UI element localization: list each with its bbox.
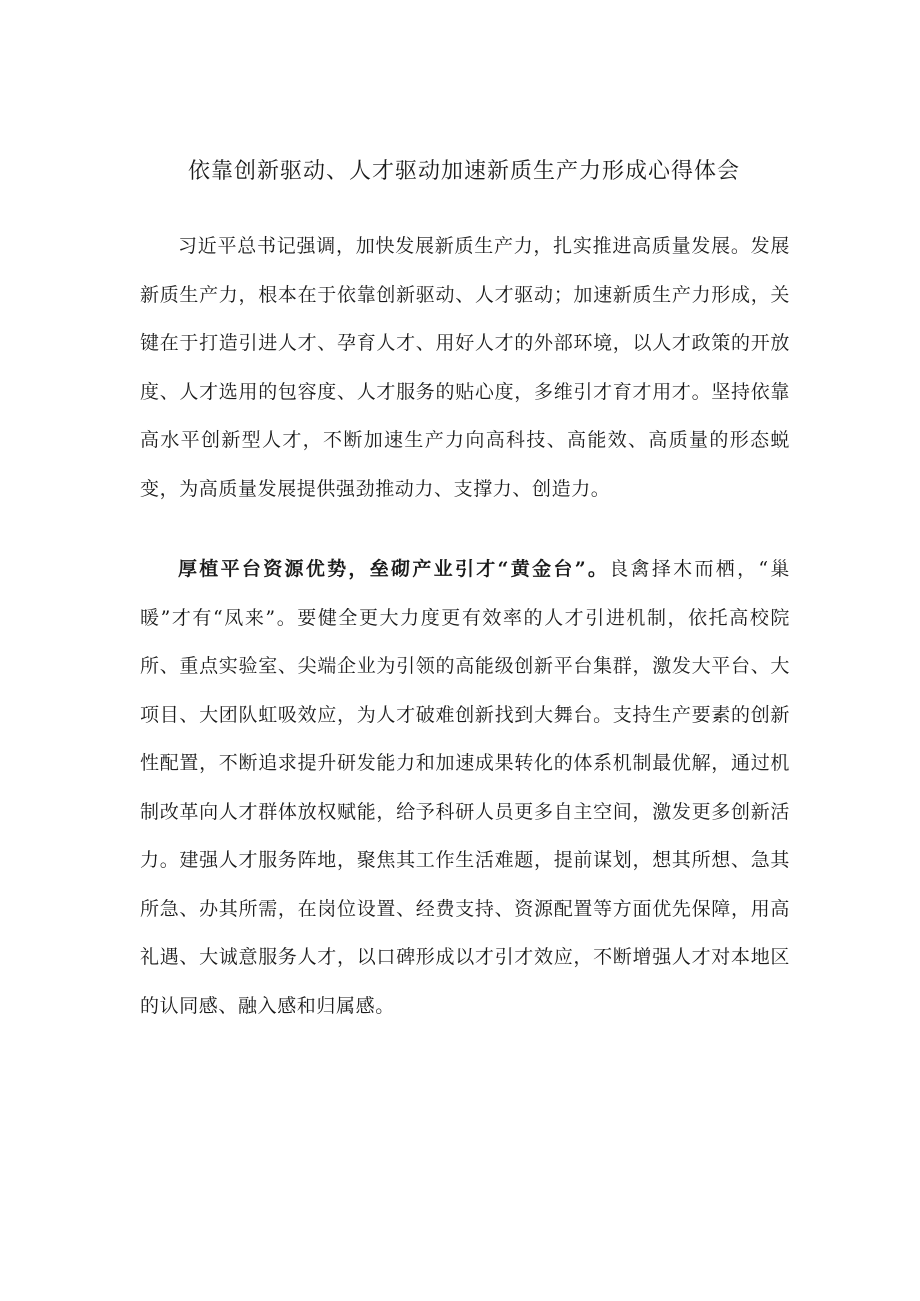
paragraph-platform-body: 良禽择木而栖，“巢暖”才有“凤来”。要健全更大力度更有效率的人才引进机制，依托高校院所、重点实验室、尖端企业为引领的高能级创新平台集群，激发大平台、大项目、大团队虹吸效应，为人才破难创新找到大舞台。支持生产要素的创新性配置，不断追求提升研发能力和加速成果转化的体系机制最优解，通过机制改革向人才群体放权赋能，给予科研人员更多自主空间，激发更多创新活力。建强人才服务阵地，聚焦其工作生活难题，提前谋划，想其所想、急其所急、办其所需，在岗位设置、经费支持、资源配置等方面优先保障，用高礼遇、大诚意服务人才，以口碑形成以才引才效应，不断增强人才对本地区的认同感、融入感和归属感。 bbox=[140, 558, 790, 1017]
paragraph-platform bbox=[140, 545, 790, 1030]
paragraph-intro bbox=[140, 222, 790, 513]
paragraph-intro-body: 习近平总书记强调，加快发展新质生产力，扎实推进高质量发展。发展新质生产力，根本在于依靠创新驱动、人才驱动；加速新质生产力形成，关键在于打造引进人才、孕育人才、用好人才的外部环境，以人才政策的开放度、人才选用的包容度、人才服务的贴心度，多维引才育才用才。坚持依靠高水平创新型人才，不断加速生产力向高科技、高能效、高质量的形态蜕变，为高质量发展提供强劲推动力、支撑力、创造力。 bbox=[140, 235, 790, 500]
document-title: 依靠创新驱动、人才驱动加速新质生产力形成心得体会 bbox=[187, 159, 740, 184]
paragraph-platform-heading: 厚植平台资源优势，垒砌产业引才“黄金台”。 bbox=[178, 558, 610, 580]
